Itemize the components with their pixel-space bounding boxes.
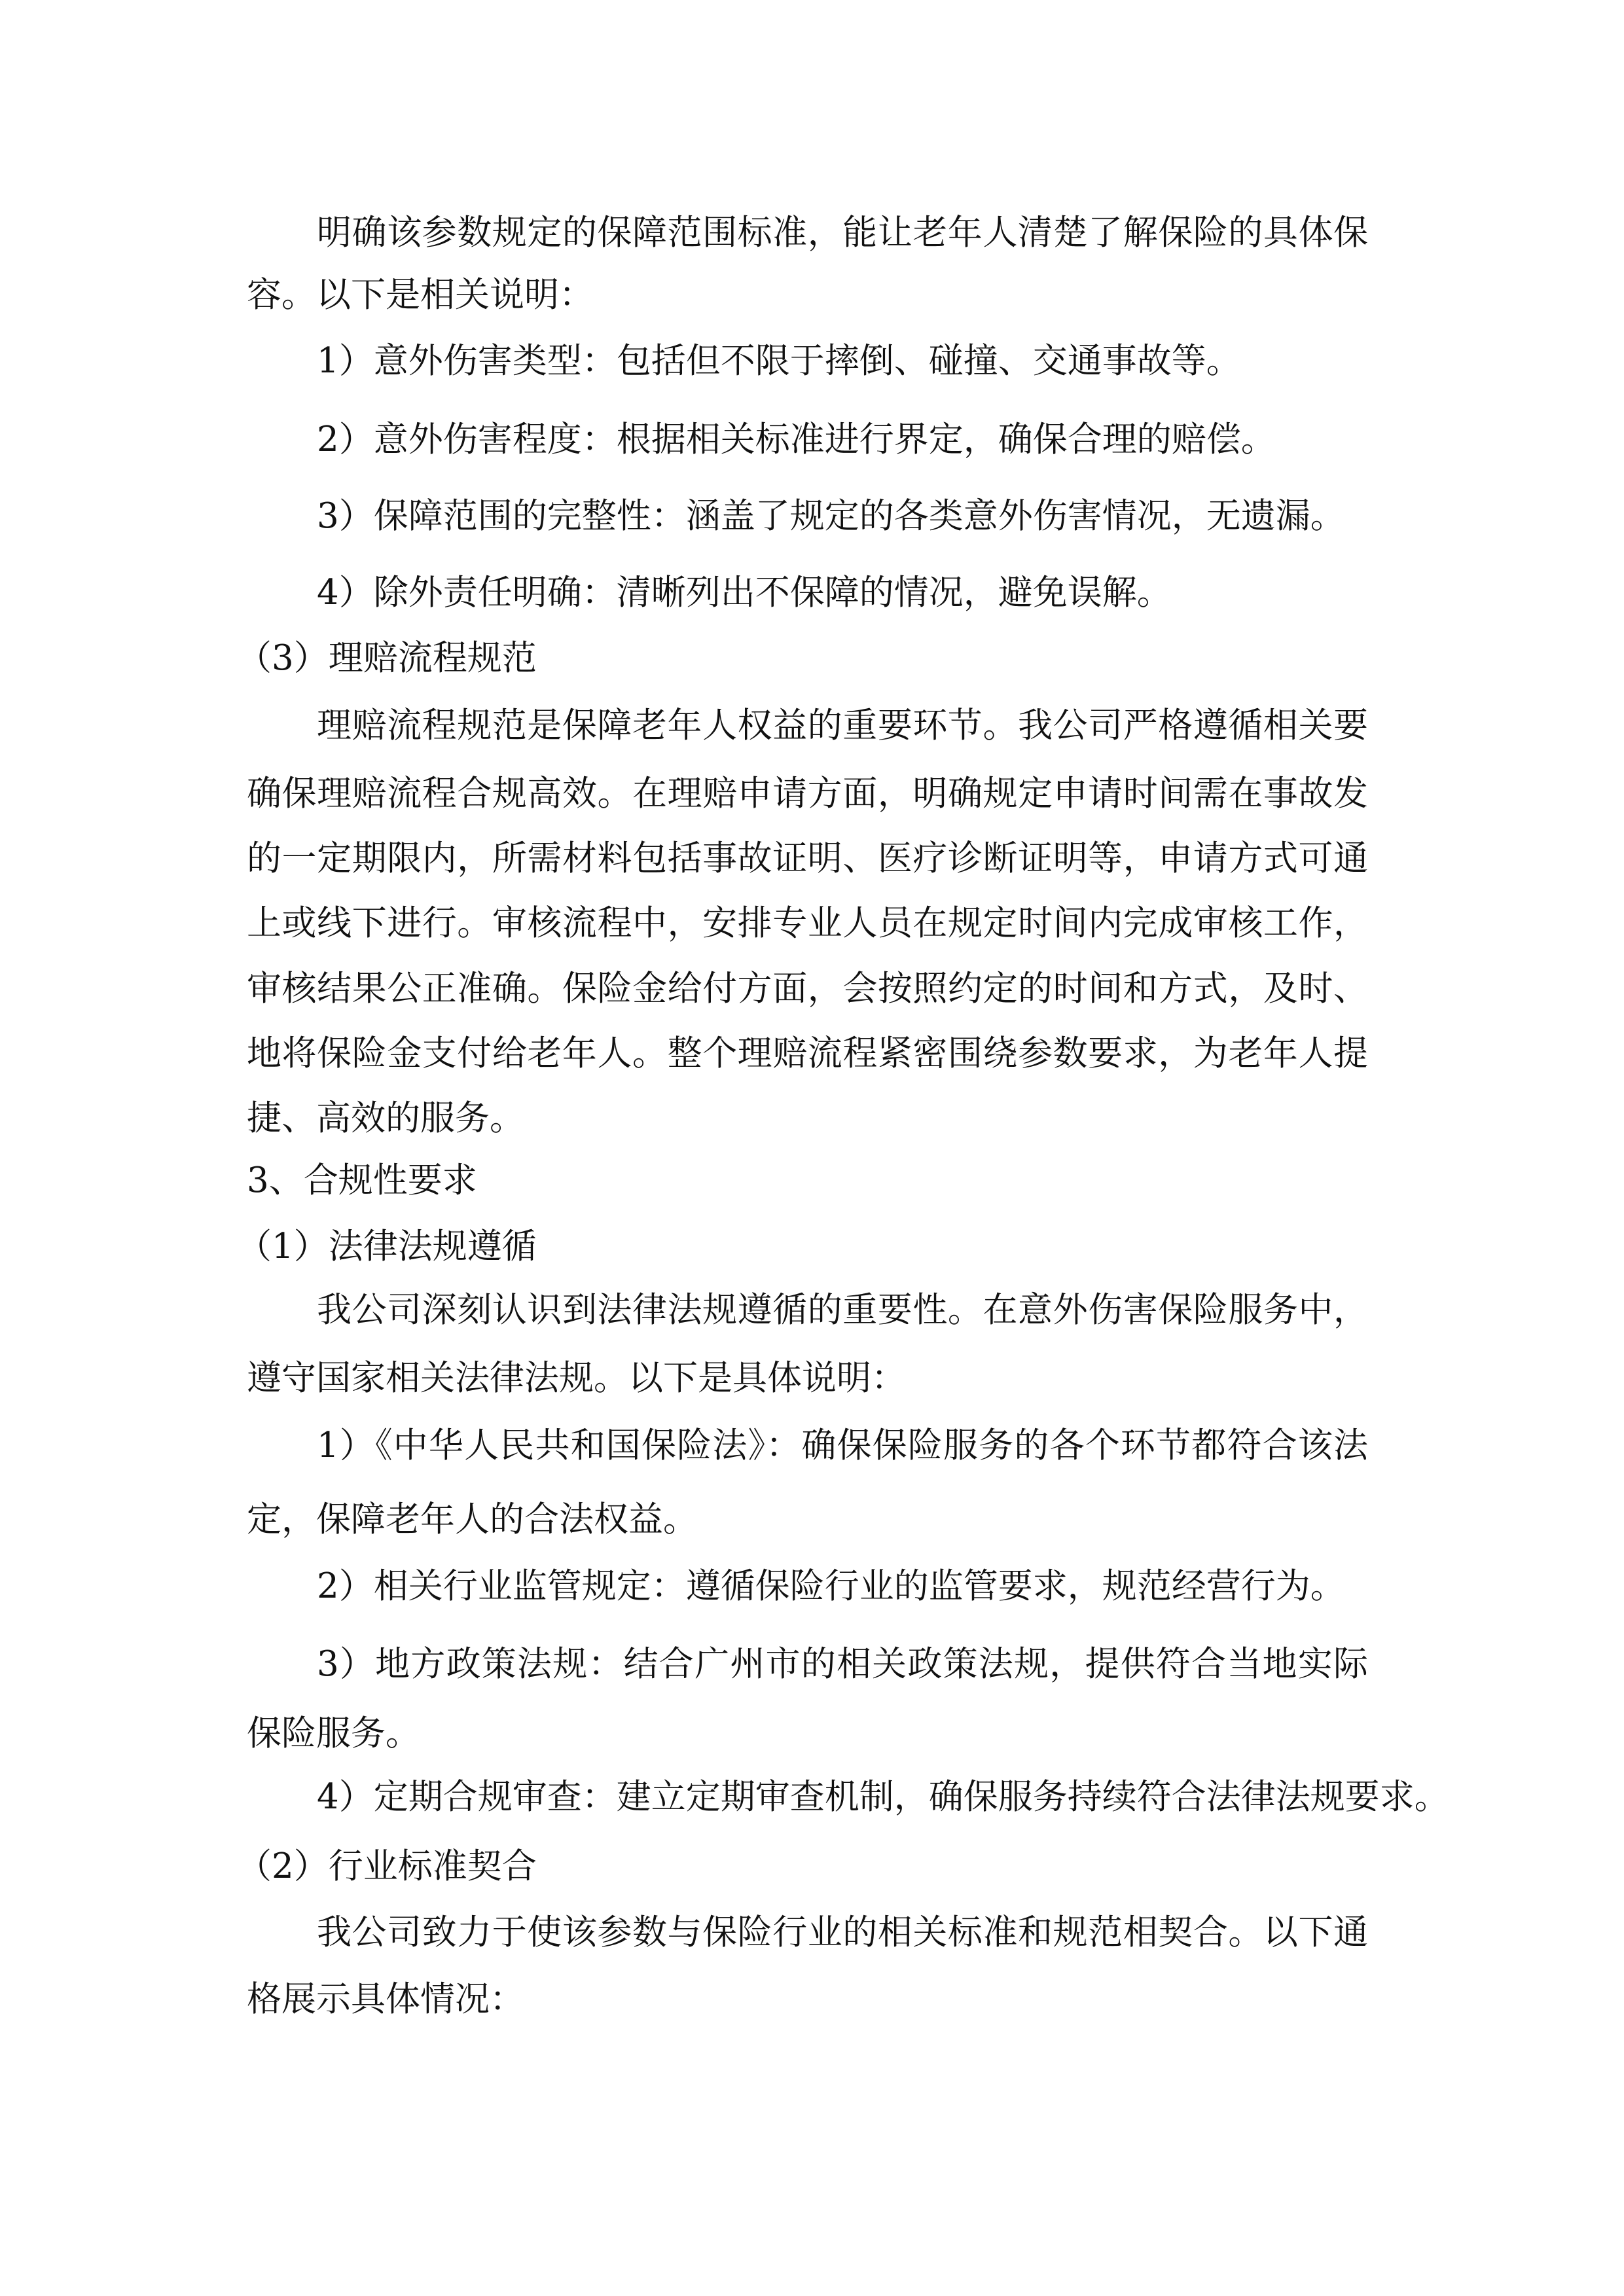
section-heading: （1）法律法规遵循: [237, 1227, 537, 1266]
list-item: 3）保障范围的完整性：涵盖了规定的各类意外伤害情况，无遗漏。: [317, 496, 1345, 536]
paragraph-line: 格展示具体情况：: [247, 1979, 524, 2019]
paragraph-line: 的一定期限内，所需材料包括事故证明、医疗诊断证明等，申请方式可通: [247, 838, 1368, 878]
paragraph-line: 容。以下是相关说明：: [247, 275, 594, 315]
list-item: 定，保障老年人的合法权益。: [247, 1499, 698, 1539]
section-heading: 3、合规性要求: [247, 1160, 477, 1200]
paragraph-line: 确保理赔流程合规高效。在理赔申请方面，明确规定申请时间需在事故发: [247, 774, 1368, 814]
paragraph-line: 审核结果公正准确。保险金给付方面，会按照约定的时间和方式，及时、: [247, 969, 1368, 1009]
paragraph-line: 我公司致力于使该参数与保险行业的相关标准和规范相契合。以下通: [317, 1912, 1368, 1952]
list-item: 4）定期合规审查：建立定期审查机制，确保服务持续符合法律法规要求。: [317, 1777, 1449, 1817]
paragraph-line: 我公司深刻认识到法律法规遵循的重要性。在意外伤害保险服务中，: [317, 1290, 1368, 1330]
paragraph-line: 地将保险金支付给老年人。整个理赔流程紧密围绕参数要求，为老年人提: [247, 1033, 1368, 1073]
paragraph-line: 捷、高效的服务。: [247, 1098, 524, 1138]
paragraph-line: 上或线下进行。审核流程中，安排专业人员在规定时间内完成审核工作，: [247, 903, 1368, 943]
list-item: 保险服务。: [247, 1713, 420, 1753]
section-heading: （2）行业标准契合: [237, 1846, 537, 1886]
list-item: 1）《中华人民共和国保险法》：确保保险服务的各个环节都符合该法: [317, 1426, 1368, 1465]
paragraph-line: 明确该参数规定的保障范围标准，能让老年人清楚了解保险的具体保: [317, 213, 1368, 253]
list-item: 4）除外责任明确：清晰列出不保障的情况，避免误解。: [317, 573, 1172, 613]
section-heading: （3）理赔流程规范: [237, 638, 537, 678]
list-item: 1）意外伤害类型：包括但不限于摔倒、碰撞、交通事故等。: [317, 341, 1241, 381]
paragraph-line: 遵守国家相关法律法规。以下是具体说明：: [247, 1358, 906, 1398]
list-item: 2）相关行业监管规定：遵循保险行业的监管要求，规范经营行为。: [317, 1566, 1345, 1606]
list-item: 3）地方政策法规：结合广州市的相关政策法规，提供符合当地实际: [317, 1644, 1368, 1684]
list-item: 2）意外伤害程度：根据相关标准进行界定，确保合理的赔偿。: [317, 420, 1276, 459]
paragraph-line: 理赔流程规范是保障老年人权益的重要环节。我公司严格遵循相关要: [317, 706, 1368, 745]
